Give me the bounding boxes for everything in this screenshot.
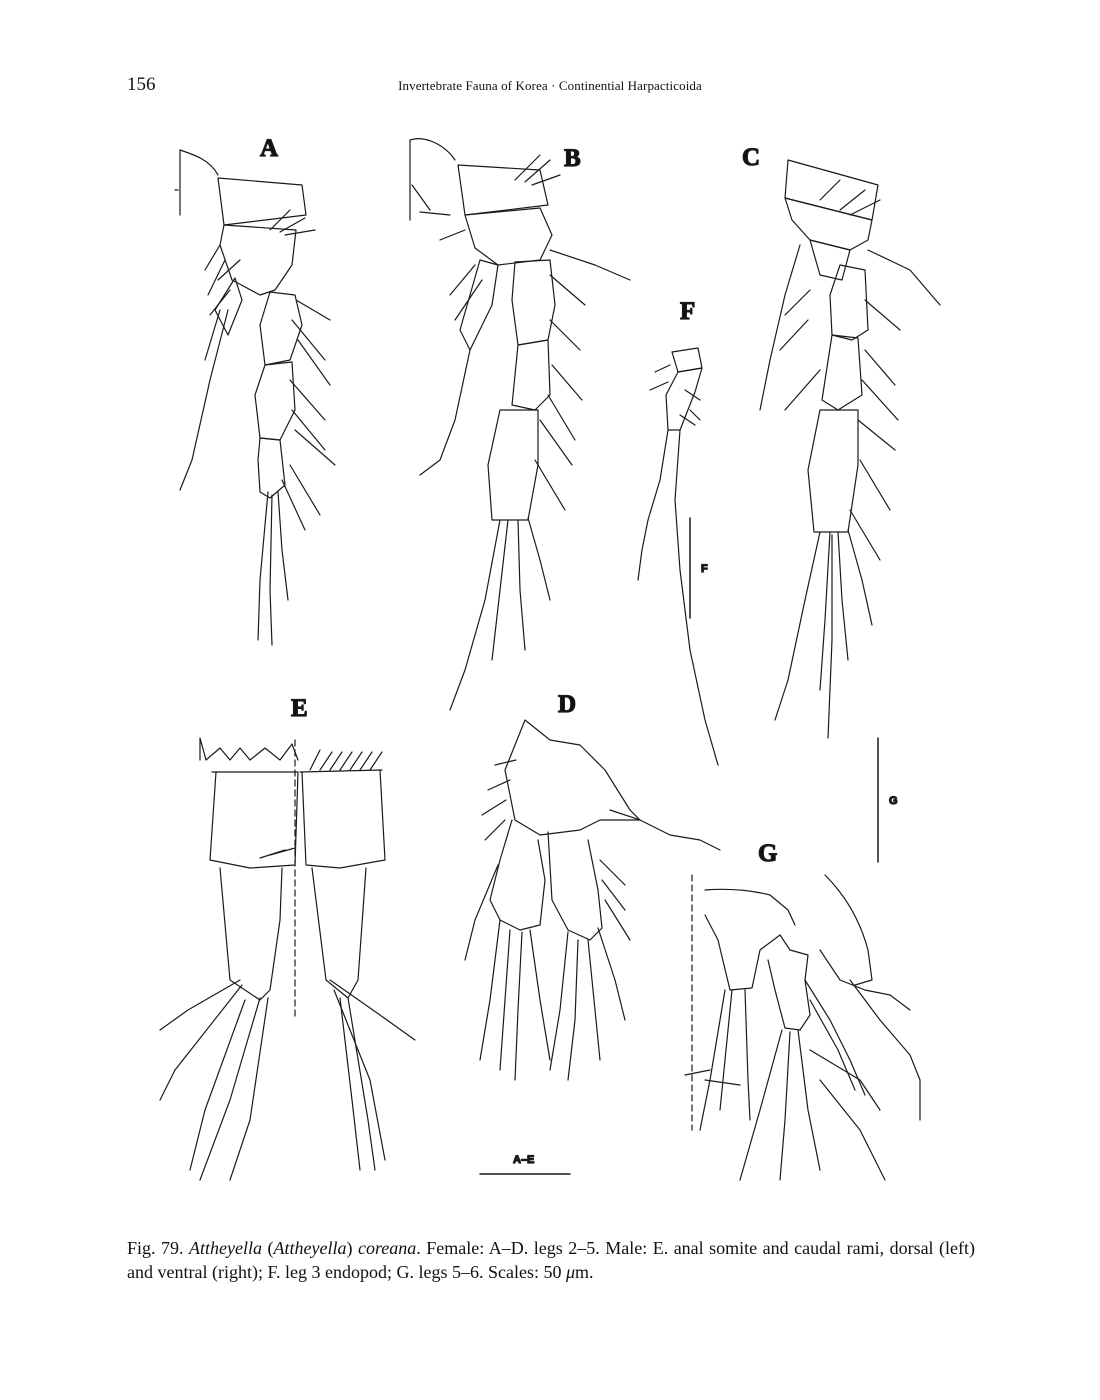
panel-label-d: D (558, 691, 577, 718)
panel-g-drawing (685, 875, 920, 1180)
scale-label-a-e: A–E (513, 1154, 535, 1166)
panel-label-e: E (291, 695, 308, 722)
panel-label-a: A (260, 135, 279, 162)
caption-unit-rest: m. (575, 1262, 594, 1282)
caption-unit-mu: μ (565, 1262, 576, 1282)
figure-caption: Fig. 79. Attheyella (Attheyella) coreana. Female: A–D. legs 2–5. Male: E. anal somite and caudal rami, dorsal (left) and ventral (right); F. leg 3 endopod; G. legs 5–6. Scales: 50 μm. (127, 1238, 976, 1282)
running-title: Invertebrate Fauna of Korea · Continential Harpacticoida (398, 78, 702, 93)
caption-species: coreana (357, 1238, 417, 1258)
caption-fig-number: Fig. 79. (127, 1238, 184, 1258)
panel-f-drawing (638, 348, 718, 765)
panel-label-f: F (680, 298, 696, 325)
caption-genus: Attheyella (189, 1238, 262, 1258)
page-number: 156 (127, 74, 156, 95)
panel-d-drawing (465, 720, 720, 1080)
panel-label-b: B (564, 145, 581, 172)
panel-label-c: C (742, 144, 761, 171)
panel-e-drawing (160, 738, 415, 1180)
figure-79 (120, 120, 980, 1205)
caption-subgenus: Attheyella (273, 1238, 347, 1258)
caption-text: Female: A–D. legs 2–5. Male: E. anal somite and caudal rami, dorsal (left) and ventral (right); F. leg 3 endopod; G. legs 5–6. Scales: 50 (127, 1238, 976, 1282)
scale-label-g: G (889, 795, 898, 807)
panel-a-drawing (175, 150, 335, 645)
scale-label-f: F (701, 563, 708, 575)
panel-b-drawing (410, 139, 630, 710)
panel-label-g: G (758, 840, 778, 867)
panel-c-drawing (760, 160, 940, 738)
